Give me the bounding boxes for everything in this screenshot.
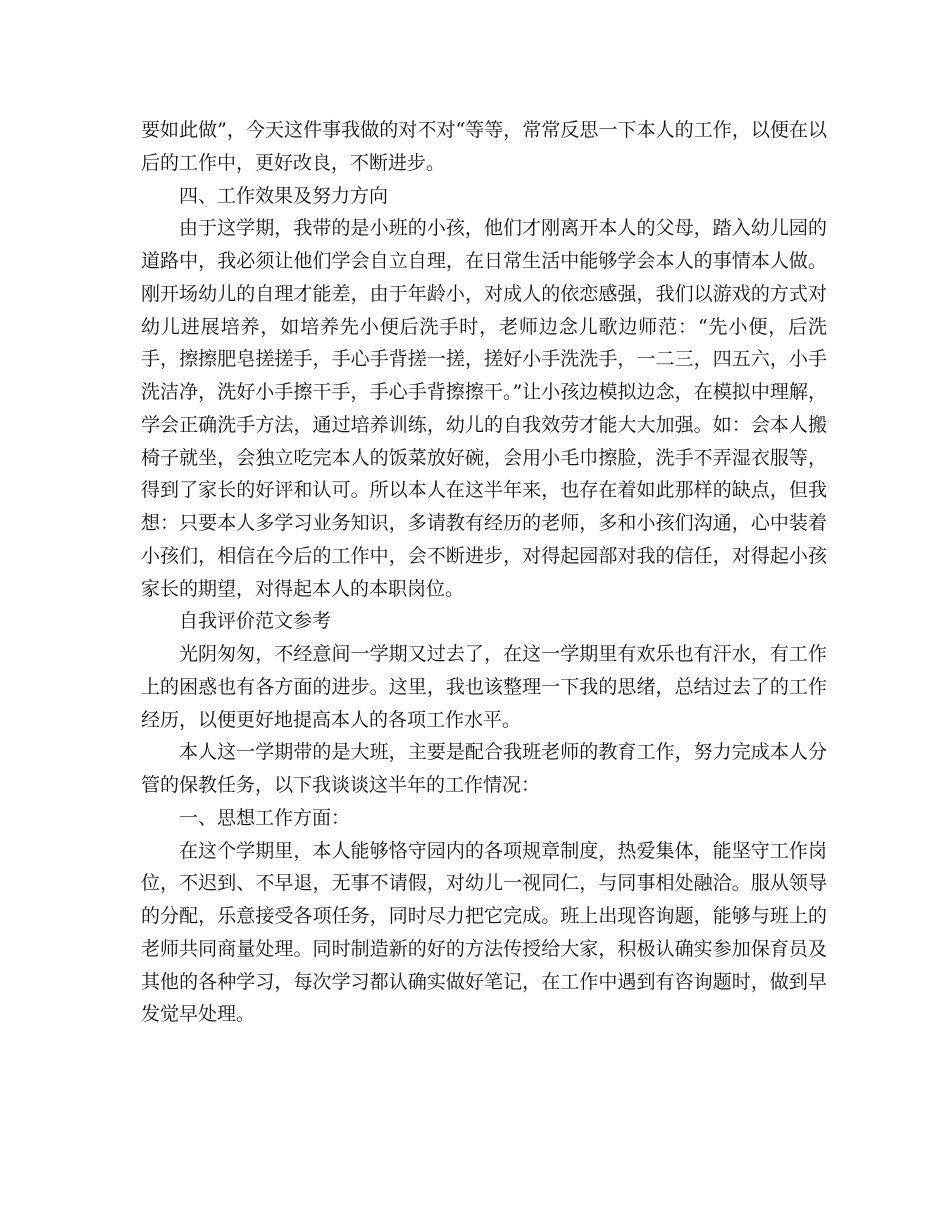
paragraph-continuation: 要如此做”，今天这件事我做的对不对“等等，常常反思一下本人的工作，以便在以后的工作中，更好改良，不断进步。 <box>141 119 827 174</box>
paragraph-class-duties: 本人这一学期带的是大班，主要是配合我班老师的教育工作，努力完成本人分管的保教任务，以下我谈谈这半年的工作情况： <box>141 741 827 796</box>
document-body <box>141 114 827 1031</box>
section-heading-self-evaluation: 自我评价范文参考 <box>179 610 332 633</box>
section-heading-work-results: 四、工作效果及努力方向 <box>179 184 389 207</box>
paragraph-self-care-training: 由于这学期，我带的是小班的小孩，他们才刚离开本人的父母，踏入幼儿园的道路中，我必须让他们学会自立自理，在日常生活中能够学会本人的事情本人做。刚开场幼儿的自理才能差，由于年龄小，对成人的依恋感强，我们以游戏的方式对幼儿进展培养，如培养先小便后洗手时，老师边念儿歌边师范：“先小便，后洗手，擦擦肥皂搓搓手，手心手背搓一搓，搓好小手洗洗手，一二三，四五六，小手洗洁净，洗好小手擦干手，手心手背擦擦干。”让小孩边模拟边念，在模拟中理解，学会正确洗手方法，通过培养训练，幼儿的自我效劳才能大大加强。如：会本人搬椅子就坐，会独立吃完本人的饭菜放好碗，会用小毛巾擦脸，洗手不弄湿衣服等，得到了家长的好评和认可。所以本人在这半年来，也存在着如此那样的缺点，但我想：只要本人多学习业务知识，多请教有经历的老师，多和小孩们沟通，心中装着小孩们，相信在今后的工作中，会不断进步，对得起园部对我的信任，对得起小孩家长的期望，对得起本人的本职岗位。 <box>141 217 827 600</box>
paragraph-ideology-details: 在这个学期里，本人能够恪守园内的各项规章制度，热爱集体，能坚守工作岗位，不迟到、不早退，无事不请假，对幼儿一视同仁，与同事相处融洽。服从领导的分配，乐意接受各项任务，同时尽力把它完成。班上出现咨询题，能够与班上的老师共同商量处理。同时制造新的好的方法传授给大家，积极认确实参加保育员及其他的各种学习，每次学习都认确实做好笔记，在工作中遇到有咨询题时，做到早发觉早处理。 <box>141 839 827 1026</box>
section-heading-ideology: 一、思想工作方面： <box>179 806 351 829</box>
paragraph-semester-intro: 光阴匆匆，不经意间一学期又过去了，在这一学期里有欢乐也有汗水，有工作上的困惑也有各方面的进步。这里，我也该整理一下我的思绪，总结过去了的工作经历，以便更好地提高本人的各项工作水平。 <box>141 643 827 731</box>
